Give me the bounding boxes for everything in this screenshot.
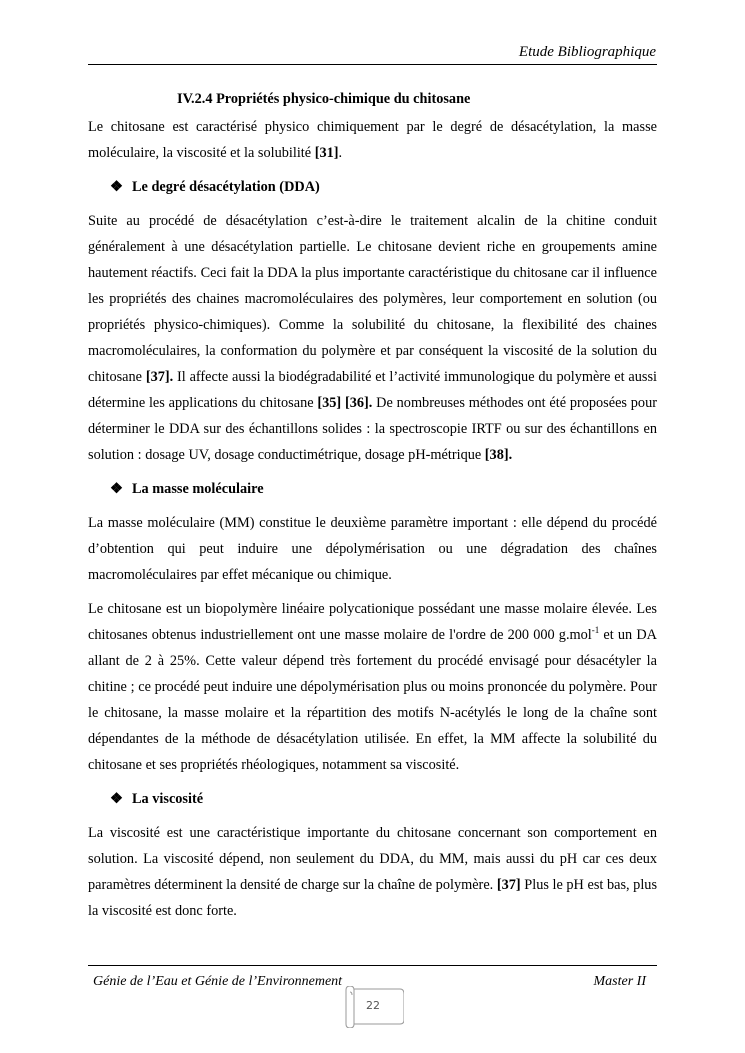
intro-paragraph: Le chitosane est caractérisé physico chimiquement par le degré de désacétylation, la masse moléculaire, la viscosité et la solubilité [31]. (88, 119, 657, 161)
footer-degree: Master II (593, 974, 646, 989)
mm-paragraph-1: La masse moléculaire (MM) constitue le deuxième paramètre important : elle dépend du procédé d’obtention qui peut induire une dépolymérisation ou une dégradation des chaînes macromoléculaires par effet mécanique ou chimique. (88, 515, 657, 583)
viscosity-paragraph: La viscosité est une caractéristique importante du chitosane concernant son comportement en solution. La viscosité dépend, non seulement du DDA, du MM, mais aussi du pH car ces deux paramètres déterminent la densité de charge sur la chaîne de polymère. [37] Plus le pH est bas, plus la viscosité est donc forte. (88, 825, 658, 919)
dda-heading: ❖ Le degré désacétylation (DDA) (110, 174, 657, 200)
viscosity-heading: ❖ La viscosité (110, 786, 657, 812)
diamond-bullet-icon: ❖ (110, 481, 123, 497)
header-rule (88, 64, 657, 65)
footer-program: Génie de l’Eau et Génie de l’Environnement (93, 974, 343, 989)
page-body (88, 88, 657, 932)
diamond-bullet-icon: ❖ (110, 791, 123, 807)
mm-heading: ❖ La masse moléculaire (110, 476, 657, 502)
mm-paragraph-2: Le chitosane est un biopolymère linéaire polycationique possédant une masse molaire élevée. Les chitosanes obtenus industriellement ont une masse molaire de l'ordre de 200 000 g.mol$^{-1}$ et un DA allant de 2 à 25%. Cette valeur dépend très fortement du procédé envisagé pour désacétyler la chitine ; ce procédé peut induire une dépolymérisation plus ou moins prononcée du polymère. Pour le chitosane, la masse molaire et la répartition des motifs N-acétylés le long de la chaîne sont dépendantes de la méthode de désacétylation utilisée. En effet, la MM affecte la solubilité du chitosane et ses propriétés rhéologiques, notamment sa viscosité. (88, 601, 657, 773)
diamond-bullet-icon: ❖ (110, 179, 123, 195)
section-title: IV.2.4 Propriétés physico-chimique du chitosane (177, 91, 471, 107)
page-number: 22 (366, 999, 380, 1012)
footer-rule (88, 965, 657, 966)
running-header: Etude Bibliographique (518, 44, 656, 60)
dda-paragraph: Suite au procédé de désacétylation c’est-à-dire le traitement alcalin de la chitine conduit généralement à une désacétylation partielle. Le chitosane devient riche en groupements amine hautement réactifs. Ceci fait la DDA la plus importante caractéristique du chitosane car il influence les propriétés des chaines macromoléculaires des polymères, leur comportement en solution (ou propriétés physico-chimiques). Comme la solubilité du chitosane, la flexibilité des chaines macromoléculaires, la conformation du polymère et par conséquent la viscosité de la solution du chitosane [37]. Il affecte aussi la biodégradabilité et l’activité immunologique du polymère et aussi détermine les applications du chitosane [35] [36]. De nombreuses méthodes ont été proposées pour déterminer le DDA sur des échantillons solides : la spectroscopie IRTF ou sur des échantillons en solution : dosage UV, dosage conductimétrique, dosage pH-métrique [38]. (88, 213, 657, 463)
